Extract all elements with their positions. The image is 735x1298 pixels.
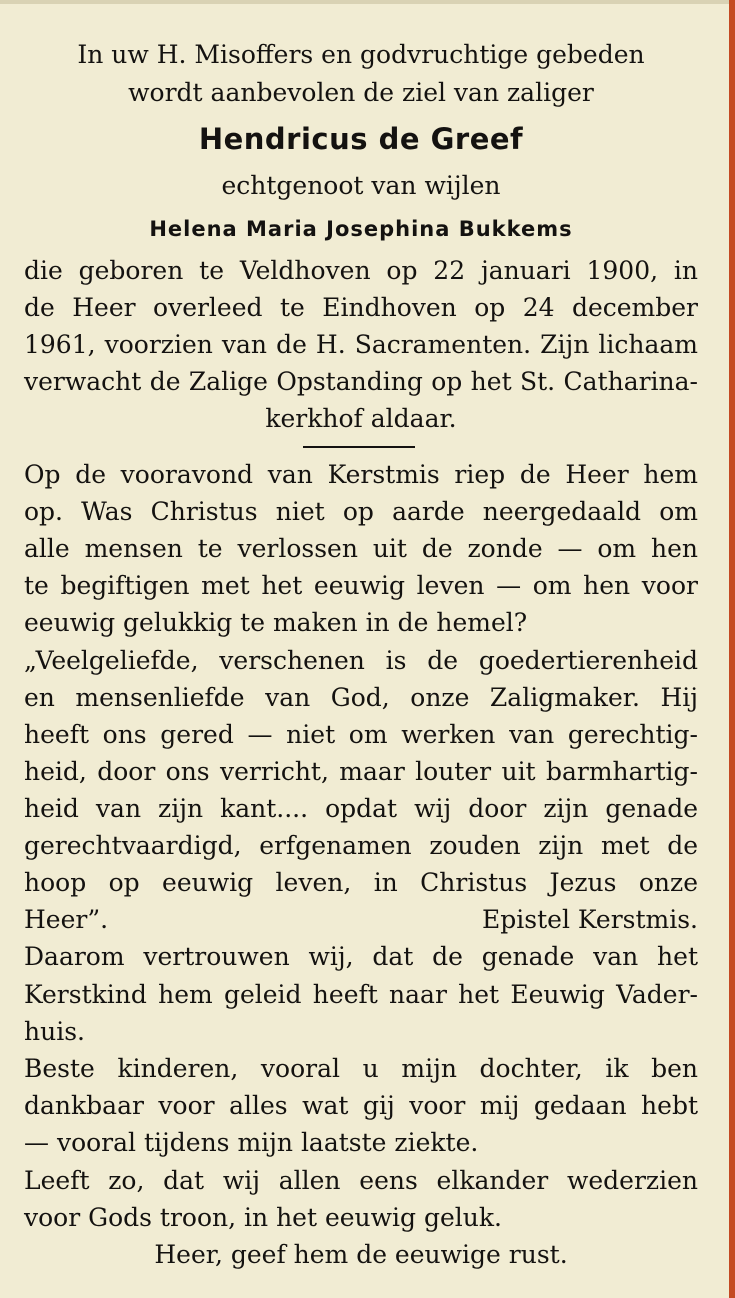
body-line: hoop op eeuwig leven, in Christus Jezus onze bbox=[24, 868, 698, 897]
header-line-1: In uw H. Misoffers en godvruchtige gebeden bbox=[77, 40, 645, 69]
body-line: te begiftigen met het eeuwig leven — om hen voor bbox=[24, 571, 698, 600]
body2-line: Beste kinderen, vooral u mijn dochter, ik ben bbox=[24, 1054, 698, 1083]
section-divider bbox=[303, 446, 415, 448]
body2-line: huis. bbox=[24, 1017, 85, 1046]
bio-line: verwacht de Zalige Opstanding op het St. Catharina- bbox=[24, 367, 698, 396]
quote-end-line bbox=[24, 905, 698, 935]
body-line: heid van zijn kant.... opdat wij door zijn genade bbox=[24, 794, 698, 823]
body2-line: — vooral tijdens mijn laatste ziekte. bbox=[24, 1128, 479, 1157]
body2-line: Leeft zo, dat wij allen eens elkander wederzien bbox=[24, 1166, 698, 1195]
header-line-2: wordt aanbevolen de ziel van zaliger bbox=[128, 78, 594, 107]
bio-line: 1961, voorzien van de H. Sacramenten. Zijn lichaam bbox=[24, 330, 698, 359]
body2-line: Daarom vertrouwen wij, dat de genade van het bbox=[24, 942, 698, 971]
body-line: „Veelgeliefde, verschenen is de goedertierenheid bbox=[24, 646, 698, 675]
bio-line: de Heer overleed te Eindhoven op 24 december bbox=[24, 293, 698, 322]
spouse-name: Helena Maria Josephina Bukkems bbox=[149, 217, 573, 241]
body-line: eeuwig gelukkig te maken in de hemel? bbox=[24, 608, 528, 637]
body2-line: dankbaar voor alles wat gij voor mij gedaan hebt bbox=[24, 1091, 698, 1120]
card-top-edge bbox=[0, 0, 729, 4]
bio-line: kerkhof aldaar. bbox=[265, 404, 457, 433]
deceased-name: Hendricus de Greef bbox=[198, 122, 524, 156]
body-line: en mensenliefde van God, onze Zaligmaker. Hij bbox=[24, 683, 698, 712]
closing-prayer: Heer, geef hem de eeuwige rust. bbox=[154, 1240, 568, 1269]
quote-source: Epistel Kerstmis. bbox=[482, 905, 698, 934]
body-line: op. Was Christus niet op aarde neergedaald om bbox=[24, 497, 698, 526]
bio-line: die geboren te Veldhoven op 22 januari 1900, in bbox=[24, 256, 698, 285]
body2-line: Kerstkind hem geleid heeft naar het Eeuwig Vader- bbox=[24, 980, 698, 1009]
body-line: heid, door ons verricht, maar louter uit barmhartig- bbox=[24, 757, 698, 786]
body-line: heeft ons gered — niet om werken van gerechtig- bbox=[24, 720, 698, 749]
body-line: alle mensen te verlossen uit de zonde — om hen bbox=[24, 534, 698, 563]
body-line: gerechtvaardigd, erfgenamen zouden zijn met de bbox=[24, 831, 698, 860]
body2-line: voor Gods troon, in het eeuwig geluk. bbox=[24, 1203, 502, 1232]
relation-text: echtgenoot van wijlen bbox=[221, 171, 501, 200]
quote-end-text: Heer”. bbox=[24, 905, 109, 934]
body-line: Op de vooravond van Kerstmis riep de Heer hem bbox=[24, 460, 698, 489]
card-right-edge bbox=[729, 0, 735, 1298]
